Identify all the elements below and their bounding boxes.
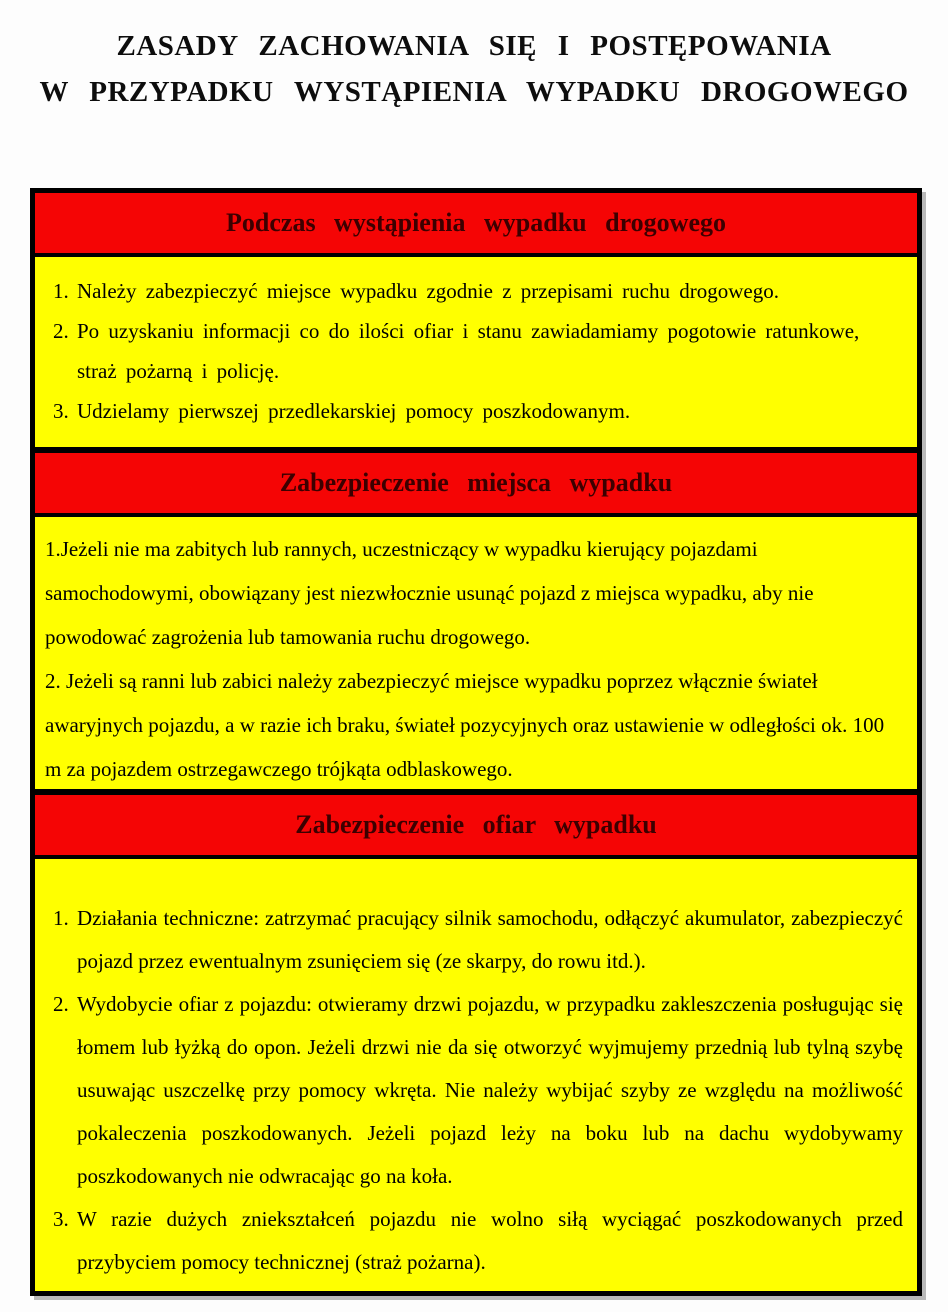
section-header-securing-victims (35, 789, 917, 859)
list-item-number: 3. (53, 1207, 69, 1231)
list-item-number: 2. (53, 992, 69, 1016)
document-title (0, 0, 948, 116)
section-header-label: Zabezpieczenie miejsca wypadku (279, 468, 673, 497)
instructions-table (30, 188, 922, 1296)
section-header-during-accident (35, 193, 917, 257)
title-line-2: W PRZYPADKU WYSTĄPIENIA WYPADKU DROGOWEGO (39, 75, 909, 108)
list-item (41, 271, 903, 311)
section-header-label: Podczas wystąpienia wypadku drogowego (226, 208, 726, 237)
list-item-text: W razie dużych zniekształceń pojazdu nie wolno siłą wyciągać poszkodowanych przed przybyciem pomocy technicznej (straż pożarna). (77, 1207, 903, 1274)
section-body-securing-scene (35, 517, 917, 789)
list-item-text: Działania techniczne: zatrzymać pracujący silnik samochodu, odłączyć akumulator, zabezpieczyć pojazd przez ewentualnym zsunięciem się (ze skarpy, do rowu itd.). (77, 906, 903, 973)
list-item-number: 1. (53, 906, 69, 930)
list-item (41, 983, 903, 1198)
section-header-label: Zabezpieczenie ofiar wypadku (295, 810, 657, 839)
list-item (41, 1198, 903, 1284)
section-body-securing-victims (35, 859, 917, 1291)
list-item-text: Po uzyskaniu informacji co do ilości ofiar i stanu zawiadamiamy pogotowie ratunkowe, straż pożarną i policję. (77, 319, 860, 383)
list-item (41, 391, 903, 431)
title-line-1: ZASADY ZACHOWANIA SIĘ I POSTĘPOWANIA (116, 30, 832, 62)
list-item (41, 897, 903, 983)
section-body-during-accident (35, 257, 917, 447)
list-item (41, 311, 903, 391)
list-item-number: 2. (53, 319, 69, 343)
paragraph: 1.Jeżeli nie ma zabitych lub rannych, uczestniczący w wypadku kierujący pojazdami samochodowymi, obowiązany jest niezwłocznie usunąć pojazd z miejsca wypadku, aby nie powodować zagrożenia lub tamowania ruchu drogowego. (45, 537, 814, 649)
paragraph: 2. Jeżeli są ranni lub zabici należy zabezpieczyć miejsce wypadku poprzez włącznie świateł awaryjnych pojazdu, a w razie ich braku, świateł pozycyjnych oraz ustawienie w odległości ok. 100 m za pojazdem ostrzegawczego trójkąta odblaskowego. (45, 669, 885, 781)
list-item-text: Należy zabezpieczyć miejsce wypadku zgodnie z przepisami ruchu drogowego. (77, 279, 779, 303)
list-item-text: Wydobycie ofiar z pojazdu: otwieramy drzwi pojazdu, w przypadku zakleszczenia posługując się łomem lub łyżką do opon. Jeżeli drzwi nie da się otworzyć wyjmujemy przednią lub tylną szybę usuwając uszczelkę przy pomocy wkręta. Nie należy wybijać szyby ze względu na możliwość pokaleczenia poszkodowanych. Jeżeli pojazd leży na boku lub na dachu wydobywamy poszkodowanych nie odwracając go na koła. (77, 992, 903, 1188)
list-item-number: 3. (53, 399, 69, 423)
section-header-securing-scene (35, 447, 917, 517)
list-item-text: Udzielamy pierwszej przedlekarskiej pomocy poszkodowanym. (77, 399, 631, 423)
list-item-number: 1. (53, 279, 69, 303)
